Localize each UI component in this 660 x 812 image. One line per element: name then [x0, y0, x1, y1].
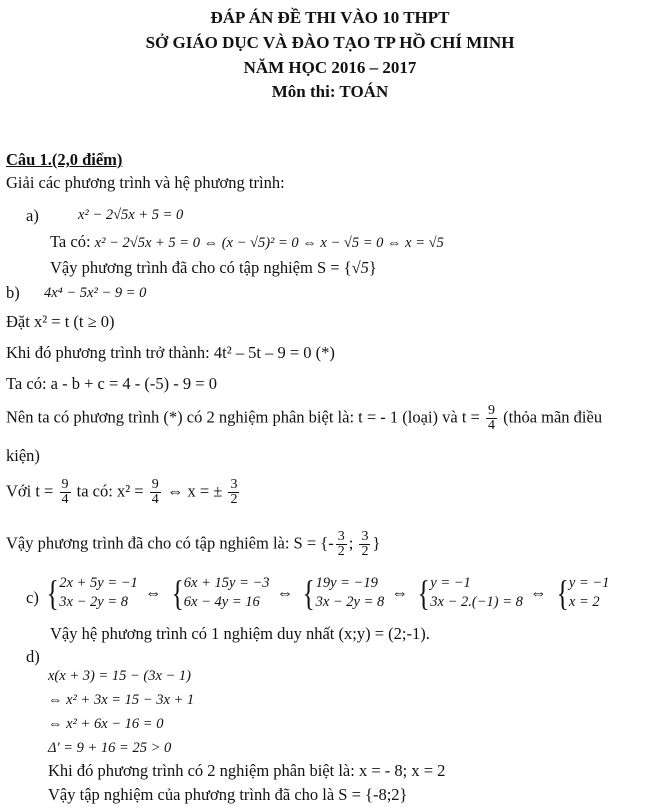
part-b-with: [6, 478, 241, 507]
header-line-2: SỞ GIÁO DỤC VÀ ĐÀO TẠO TP HỒ CHÍ MINH: [145, 33, 515, 52]
brace-icon: {: [171, 573, 184, 613]
part-a-work: [50, 232, 444, 252]
fraction-x-squared: $\frac{9}{4}$: [151, 477, 159, 507]
part-c-systems: [44, 574, 609, 612]
part-d-line-1: x(x + 3) = 15 − (3x − 1): [48, 668, 192, 684]
fraction-t: $\frac{9}{4}$: [61, 477, 69, 507]
system-4: y = −1 3x − 2.(−1) = 8: [430, 575, 523, 610]
header-line-1: ĐÁP ÁN ĐỀ THI VÀO 10 THPT: [210, 8, 450, 27]
part-a-conclusion: [50, 258, 377, 278]
part-c-label: c): [26, 588, 39, 607]
part-b-with-result: ⇔ x = ±: [166, 481, 223, 501]
part-b-conclusion-suffix: }: [372, 533, 381, 553]
brace-icon: {: [556, 573, 569, 613]
header-line-4: Môn thi: TOÁN: [271, 82, 389, 101]
iff-symbol: ⇔: [530, 583, 547, 602]
part-b-equation: 4x⁴ − 5x² − 9 = 0: [44, 285, 147, 301]
part-a-work-steps: x² − 2√5x + 5 = 0 ⇔ (x − √5)² = 0 ⇔ x − √5 = 0 ⇔ x = √5: [94, 235, 444, 251]
part-b-substitution: Đặt x² = t (t ≥ 0): [6, 312, 115, 331]
part-c-conclusion: Vậy hệ phương trình có 1 nghiệm duy nhất (x;y) = (2;-1).: [50, 624, 430, 643]
part-b-with-mid: ta có: x² =: [76, 481, 144, 501]
part-b-transform: Khi đó phương trình trở thành: 4t² – 5t – 9 = 0 (*): [6, 343, 335, 362]
question-intro: Giải các phương trình và hệ phương trình:: [6, 173, 285, 192]
iff-symbol: ⇔: [391, 583, 408, 602]
part-d-line-3: ⇔ x² + 6x − 16 = 0: [48, 716, 164, 732]
header-line-3: NĂM HỌC 2016 – 2017: [243, 58, 417, 77]
system-5: y = −1 x = 2: [568, 575, 610, 610]
brace-icon: {: [46, 573, 59, 613]
part-b-roots-text: Nên ta có phương trình (*) có 2 nghiệm phân biệt là: t = - 1 (loại) và t =: [6, 407, 480, 427]
part-d-roots: Khi đó phương trình có 2 nghiệm phân biệt là: x = - 8; x = 2: [48, 761, 446, 780]
part-d-label: d): [26, 647, 40, 666]
part-a-work-prefix: Ta có:: [50, 232, 91, 251]
part-a-conclusion-suffix: }: [368, 258, 377, 277]
part-b-conclusion: [6, 530, 380, 559]
part-b-conclusion-prefix: Vậy phương trình đã cho có tập nghiêm là: S = {-: [6, 533, 334, 553]
part-b-roots-continued: kiện): [6, 446, 40, 465]
part-b-conclusion-sep: ;: [348, 533, 358, 553]
part-a-equation: x² − 2√5x + 5 = 0: [78, 207, 184, 223]
part-b-roots: [6, 404, 602, 433]
part-a-label: a): [26, 206, 39, 225]
system-2: 6x + 15y = −3 6x − 4y = 16: [183, 575, 270, 610]
brace-icon: {: [302, 573, 315, 613]
part-d-line-2: ⇔ x² + 3x = 15 − 3x + 1: [48, 692, 195, 708]
fraction-pos-three-halves: $\frac{3}{2}$: [361, 529, 369, 559]
part-b-check: Ta có: a - b + c = 4 - (-5) - 9 = 0: [6, 374, 217, 393]
part-a-conclusion-value: √5: [351, 258, 369, 277]
part-a-conclusion-prefix: Vậy phương trình đã cho có tập nghiệm S = {: [50, 258, 352, 277]
fraction-neg-three-halves: $\frac{3}{2}$: [337, 529, 345, 559]
iff-symbol: ⇔: [276, 583, 294, 602]
part-b-with-prefix: Với t =: [6, 481, 54, 501]
system-1: 2x + 5y = −1 3x − 2y = 8: [59, 575, 138, 610]
part-b-roots-suffix: (thỏa mãn điều: [503, 407, 603, 427]
part-d-conclusion: Vậy tập nghiệm của phương trình đã cho là S = {-8;2}: [48, 785, 408, 804]
brace-icon: {: [417, 573, 430, 613]
fraction-nine-quarters: $\frac{9}{4}$: [488, 403, 495, 433]
iff-symbol: ⇔: [144, 583, 162, 602]
part-d-line-4: Δ' = 9 + 16 = 25 > 0: [48, 740, 172, 756]
question-title: Câu 1.(2,0 điểm): [6, 150, 123, 169]
system-3: 19y = −19 3x − 2y = 8: [315, 575, 385, 610]
fraction-three-halves: $\frac{3}{2}$: [230, 477, 238, 507]
part-b-label: b): [6, 283, 20, 302]
